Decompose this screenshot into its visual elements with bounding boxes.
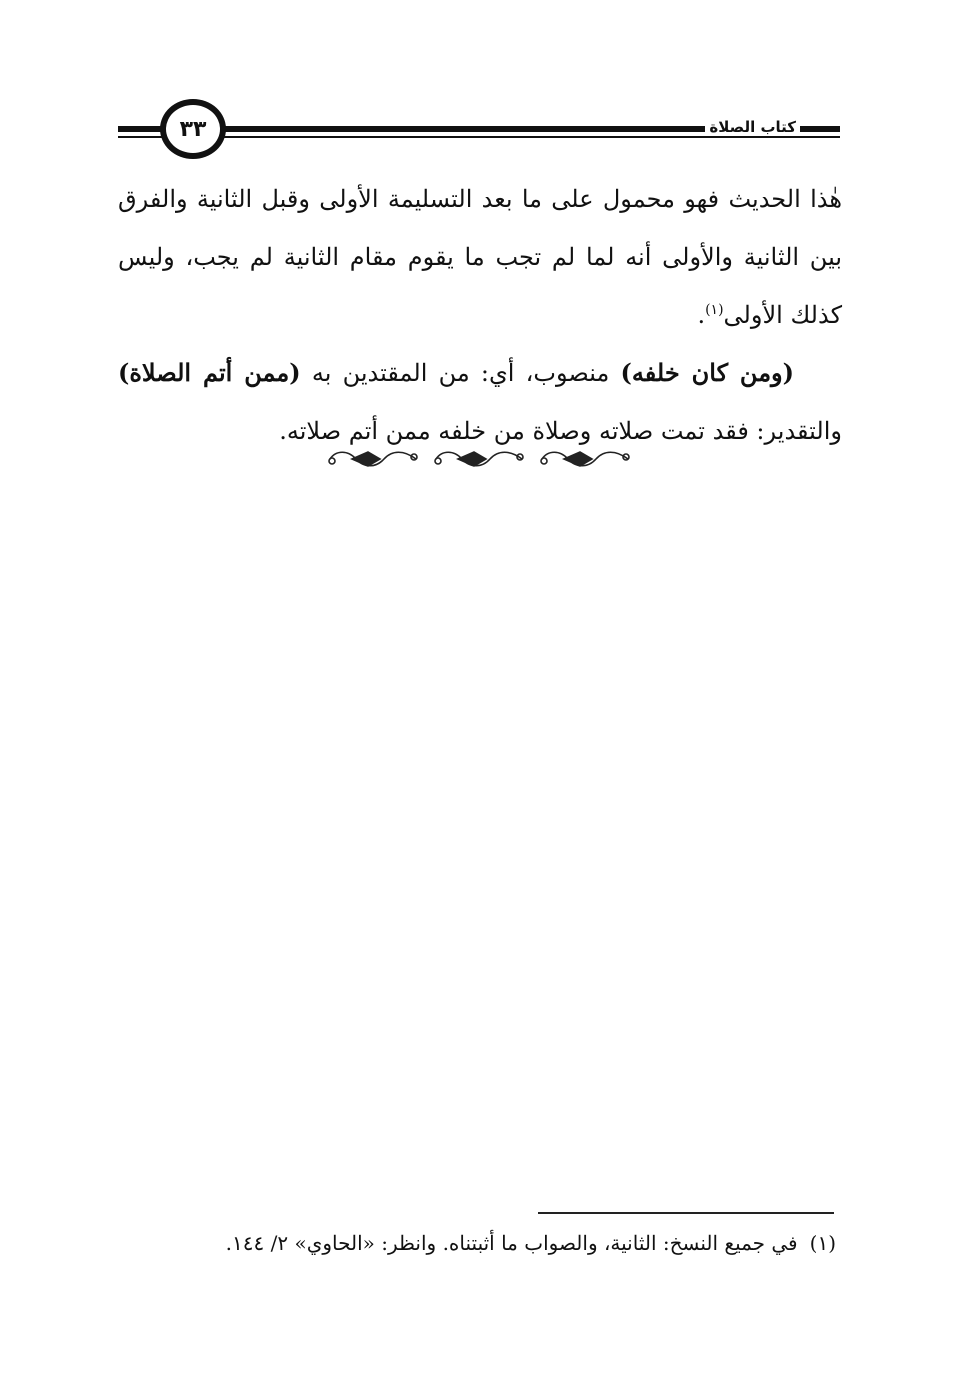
paragraph-1-text: هٰذا الحديث فهو محمول على ما بعد التسليمة الأولى وقبل الثانية والفرق بين الثانية والأولى أنه لما لم تجب ما يقوم مقام الثانية لم يجب، وليس كذلك الأولى [118, 185, 842, 329]
page-header [118, 96, 840, 166]
paragraph-1-end: . [697, 301, 706, 329]
page-number: ٣٣ [179, 116, 207, 142]
main-text [118, 170, 842, 460]
paragraph-2-text-a: منصوب، أي: من المقتدين به [300, 359, 621, 387]
section-divider-ornament [322, 444, 634, 474]
paragraph-1 [118, 170, 842, 344]
running-title: كتاب الصلاة [705, 118, 800, 136]
paragraph-2-text-b: والتقدير: فقد تمت صلاته وصلاة من خلفه ممن أتم صلاته. [279, 417, 842, 445]
quoted-phrase-1: (ومن كان خلفه) [620, 358, 795, 387]
footnote-separator [538, 1212, 834, 1214]
footnote-reference: (١) [705, 302, 724, 318]
page-number-badge [160, 99, 226, 159]
footnote [140, 1226, 836, 1260]
paragraph-2 [118, 344, 842, 460]
footnote-number: (١) [809, 1231, 836, 1255]
header-rule-right-thin [218, 136, 840, 138]
quoted-phrase-2: (ممن أتم الصلاة) [118, 358, 301, 387]
footnote-text: في جميع النسخ: الثانية، والصواب ما أثبتناه. وانظر: «الحاوي» ٢/ ١٤٤. [225, 1231, 798, 1255]
